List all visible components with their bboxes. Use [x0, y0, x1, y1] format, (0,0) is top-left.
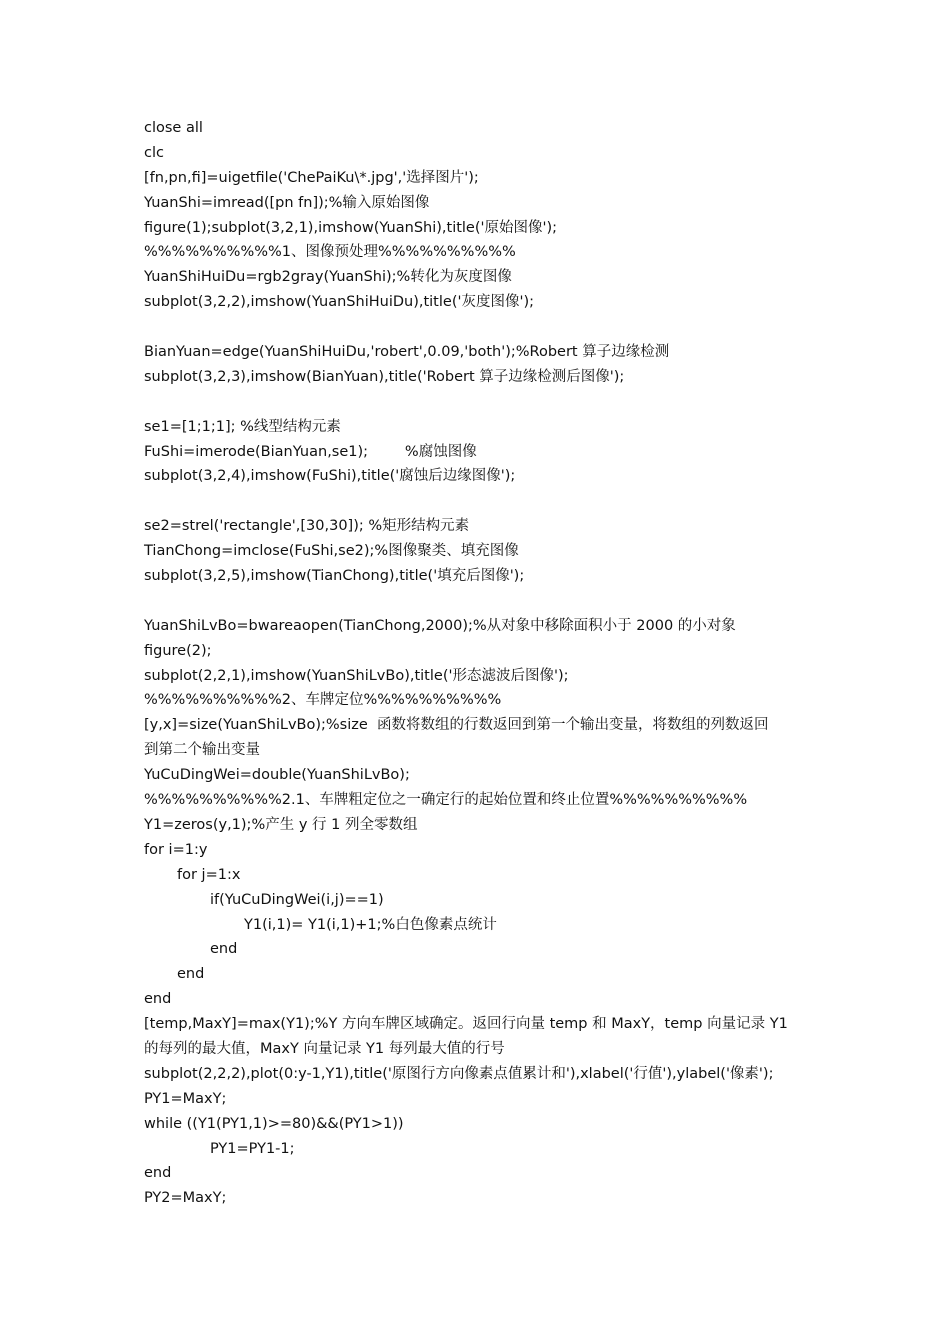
- blank-line: [144, 489, 824, 514]
- code-line: %%%%%%%%%%1、图像预处理%%%%%%%%%%: [144, 244, 516, 261]
- code-line: [y,x]=size(YuanShiLvBo);%size 函数将数组的行数返回到第一个输出变量，将数组的列数返回: [144, 717, 769, 734]
- code-line: end: [144, 991, 172, 1008]
- code-line: YuanShiHuiDu=rgb2gray(YuanShi);%转化为灰度图像: [144, 269, 512, 286]
- code-line: se2=strel('rectangle',[30,30]); %矩形结构元素: [144, 518, 470, 535]
- code-line: for j=1:x: [177, 866, 241, 883]
- code-line: end: [144, 1165, 172, 1182]
- code-line: figure(2);: [144, 642, 212, 659]
- code-line: subplot(3,2,2),imshow(YuanShiHuiDu),title('灰度图像');: [144, 294, 534, 311]
- blank-line: [144, 390, 824, 415]
- code-line: %%%%%%%%%%2.1、车牌粗定位之一确定行的起始位置和终止位置%%%%%%%%%%: [144, 792, 748, 809]
- code-line: for i=1:y: [144, 841, 208, 858]
- code-line: end: [177, 966, 205, 983]
- code-line: YuanShiLvBo=bwareaopen(TianChong,2000);%从对象中移除面积小于 2000 的小对象: [144, 617, 736, 634]
- code-line: TianChong=imclose(FuShi,se2);%图像聚类、填充图像: [144, 543, 519, 560]
- code-line: YuCuDingWei=double(YuanShiLvBo);: [144, 767, 410, 784]
- code-line: [fn,pn,fi]=uigetfile('ChePaiKu\*.jpg','选择图片');: [144, 169, 479, 186]
- code-line: subplot(3,2,5),imshow(TianChong),title('填充后图像');: [144, 568, 525, 585]
- code-line: PY2=MaxY;: [144, 1190, 227, 1207]
- code-line-continuation: 到第二个输出变量: [144, 742, 260, 759]
- code-line: clc: [144, 144, 164, 161]
- code-line: [temp,MaxY]=max(Y1);%Y 方向车牌区域确定。返回行向量 temp 和 MaxY，temp 向量记录 Y1: [144, 1016, 788, 1033]
- code-line: PY1=MaxY;: [144, 1090, 227, 1107]
- code-line: PY1=PY1-1;: [210, 1140, 295, 1157]
- code-line: Y1=zeros(y,1);%产生 y 行 1 列全零数组: [144, 816, 418, 833]
- code-line: subplot(2,2,2),plot(0:y-1,Y1),title('原图行方向像素点值累计和'),xlabel('行值'),ylabel('像素');: [144, 1065, 774, 1082]
- code-line: if(YuCuDingWei(i,j)==1): [210, 891, 384, 908]
- code-line: BianYuan=edge(YuanShiHuiDu,'robert',0.09,'both');%Robert 算子边缘检测: [144, 344, 670, 361]
- code-line-continuation: 的每列的最大值，MaxY 向量记录 Y1 每列最大值的行号: [144, 1040, 505, 1057]
- code-line: while ((Y1(PY1,1)>=80)&&(PY1>1)): [144, 1115, 404, 1132]
- matlab-code-listing: [144, 116, 824, 1211]
- code-line: subplot(3,2,4),imshow(FuShi),title('腐蚀后边缘图像');: [144, 468, 516, 485]
- code-line: se1=[1;1;1]; %线型结构元素: [144, 418, 341, 435]
- code-line: figure(1);subplot(3,2,1),imshow(YuanShi),title('原始图像');: [144, 219, 558, 236]
- code-line: subplot(2,2,1),imshow(YuanShiLvBo),title('形态滤波后图像');: [144, 667, 569, 684]
- code-line: YuanShi=imread([pn fn]);%输入原始图像: [144, 194, 430, 211]
- blank-line: [144, 315, 824, 340]
- code-line: subplot(3,2,3),imshow(BianYuan),title('Robert 算子边缘检测后图像');: [144, 368, 625, 385]
- code-line: Y1(i,1)= Y1(i,1)+1;%白色像素点统计: [244, 916, 497, 933]
- blank-line: [144, 589, 824, 614]
- code-line: end: [210, 941, 238, 958]
- code-line: %%%%%%%%%%2、车牌定位%%%%%%%%%%: [144, 692, 502, 709]
- code-line: FuShi=imerode(BianYuan,se1); %腐蚀图像: [144, 443, 477, 460]
- code-line: close all: [144, 120, 203, 136]
